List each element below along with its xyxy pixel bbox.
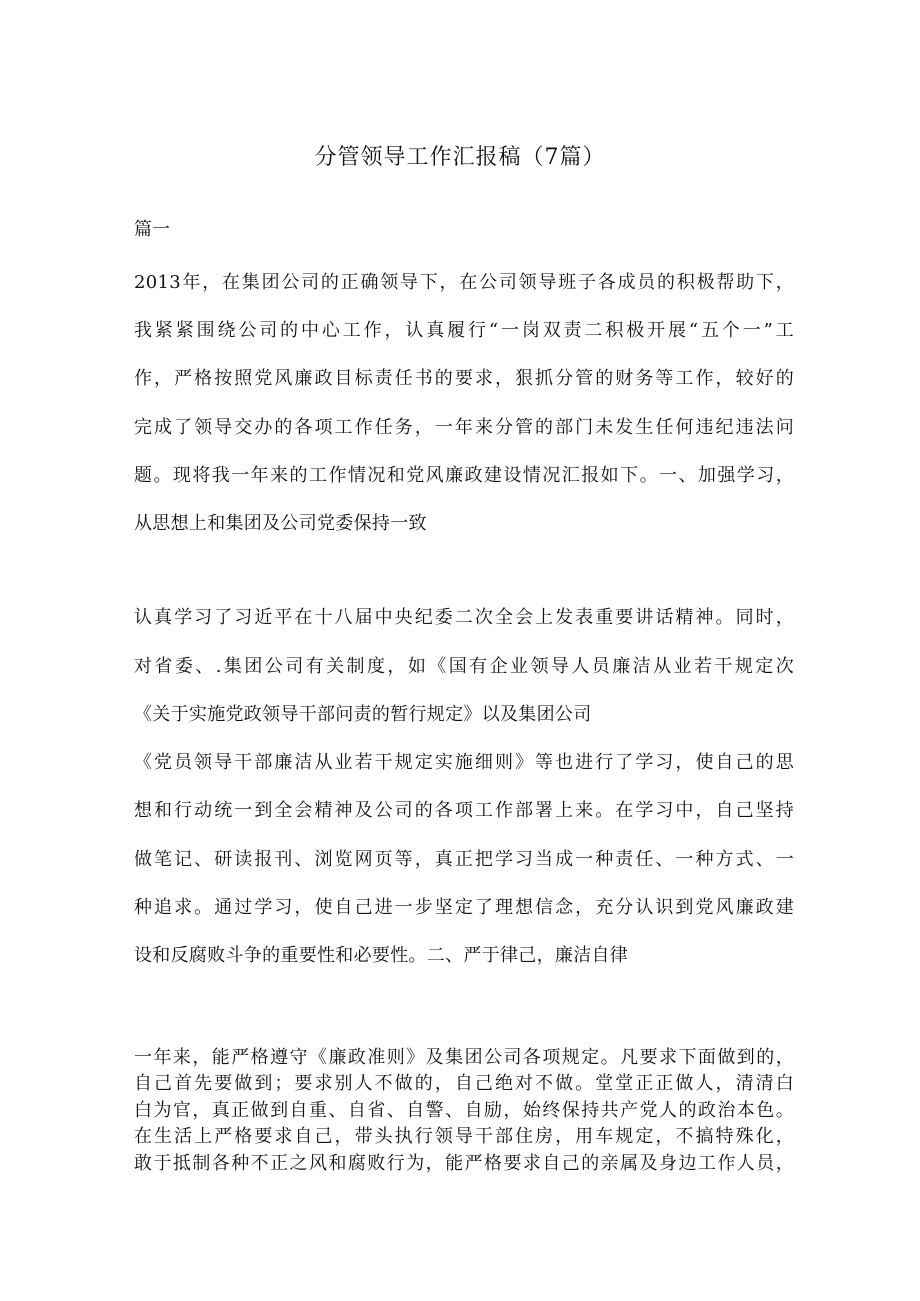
paragraph-line: 白为官，真正做到自重、自省、自警、自励，始终保持共产党人的政治本色。 bbox=[134, 1100, 794, 1121]
paragraph-line: 认真学习了习近平在十八届中央纪委二次全会上发表重要讲话精神。同时， bbox=[134, 607, 794, 628]
paragraph-line: 对省委、.集团公司有关制度，如《国有企业领导人员廉洁从业若干规定次 bbox=[134, 656, 794, 677]
paragraph-line: 敢于抵制各种不正之风和腐败行为，能严格要求自己的亲属及身边工作人员， bbox=[134, 1153, 794, 1174]
paragraph-line: 想和行动统一到全会精神及公司的各项工作部署上来。在学习中，自己坚持 bbox=[134, 800, 794, 821]
paragraph-line: 做笔记、研读报刊、浏览网页等，真正把学习当成一种责任、一种方式、一 bbox=[134, 849, 794, 870]
paragraph-line: 设和反腐败斗争的重要性和必要性。二、严于律己，廉洁自律 bbox=[134, 945, 629, 966]
paragraph-line: 完成了领导交办的各项工作任务，一年来分管的部门未发生任何违纪违法问 bbox=[134, 417, 794, 438]
document-title: 分管领导工作汇报稿（7篇） bbox=[314, 145, 606, 170]
paragraph-line: 题。现将我一年来的工作情况和党风廉政建设情况汇报如下。一、加强学习， bbox=[134, 465, 794, 486]
paragraph-line: 《党员领导干部廉洁从业若干规定实施细则》等也进行了学习，使自己的思 bbox=[134, 752, 794, 773]
paragraph-line: 我紧紧围绕公司的中心工作，认真履行“一岗双责二积极开展“五个一”工 bbox=[134, 320, 794, 341]
paragraph-line: 从思想上和集团及公司党委保持一致 bbox=[134, 513, 427, 534]
section-heading: 篇一 bbox=[134, 219, 170, 240]
paragraph-line: 自己首先要做到；要求别人不做的，自己绝对不做。堂堂正正做人，清清白 bbox=[134, 1073, 794, 1094]
paragraph-line: 2013年，在集团公司的正确领导下，在公司领导班子各成员的积极帮助下， bbox=[134, 272, 794, 293]
paragraph-line: 作，严格按照党风廉政目标责任书的要求，狠抓分管的财务等工作，较好的 bbox=[134, 368, 794, 389]
paragraph-line: 一年来，能严格遵守《廉政准则》及集团公司各项规定。凡要求下面做到的， bbox=[134, 1047, 794, 1068]
paragraph-line: 《关于实施党政领导干部问责的暂行规定》以及集团公司 bbox=[134, 704, 592, 725]
paragraph-line: 种追求。通过学习，使自己进一步坚定了理想信念，充分认识到党风廉政建 bbox=[134, 897, 794, 918]
paragraph-line: 在生活上严格要求自己，带头执行领导干部住房，用车规定，不搞特殊化， bbox=[134, 1126, 794, 1147]
